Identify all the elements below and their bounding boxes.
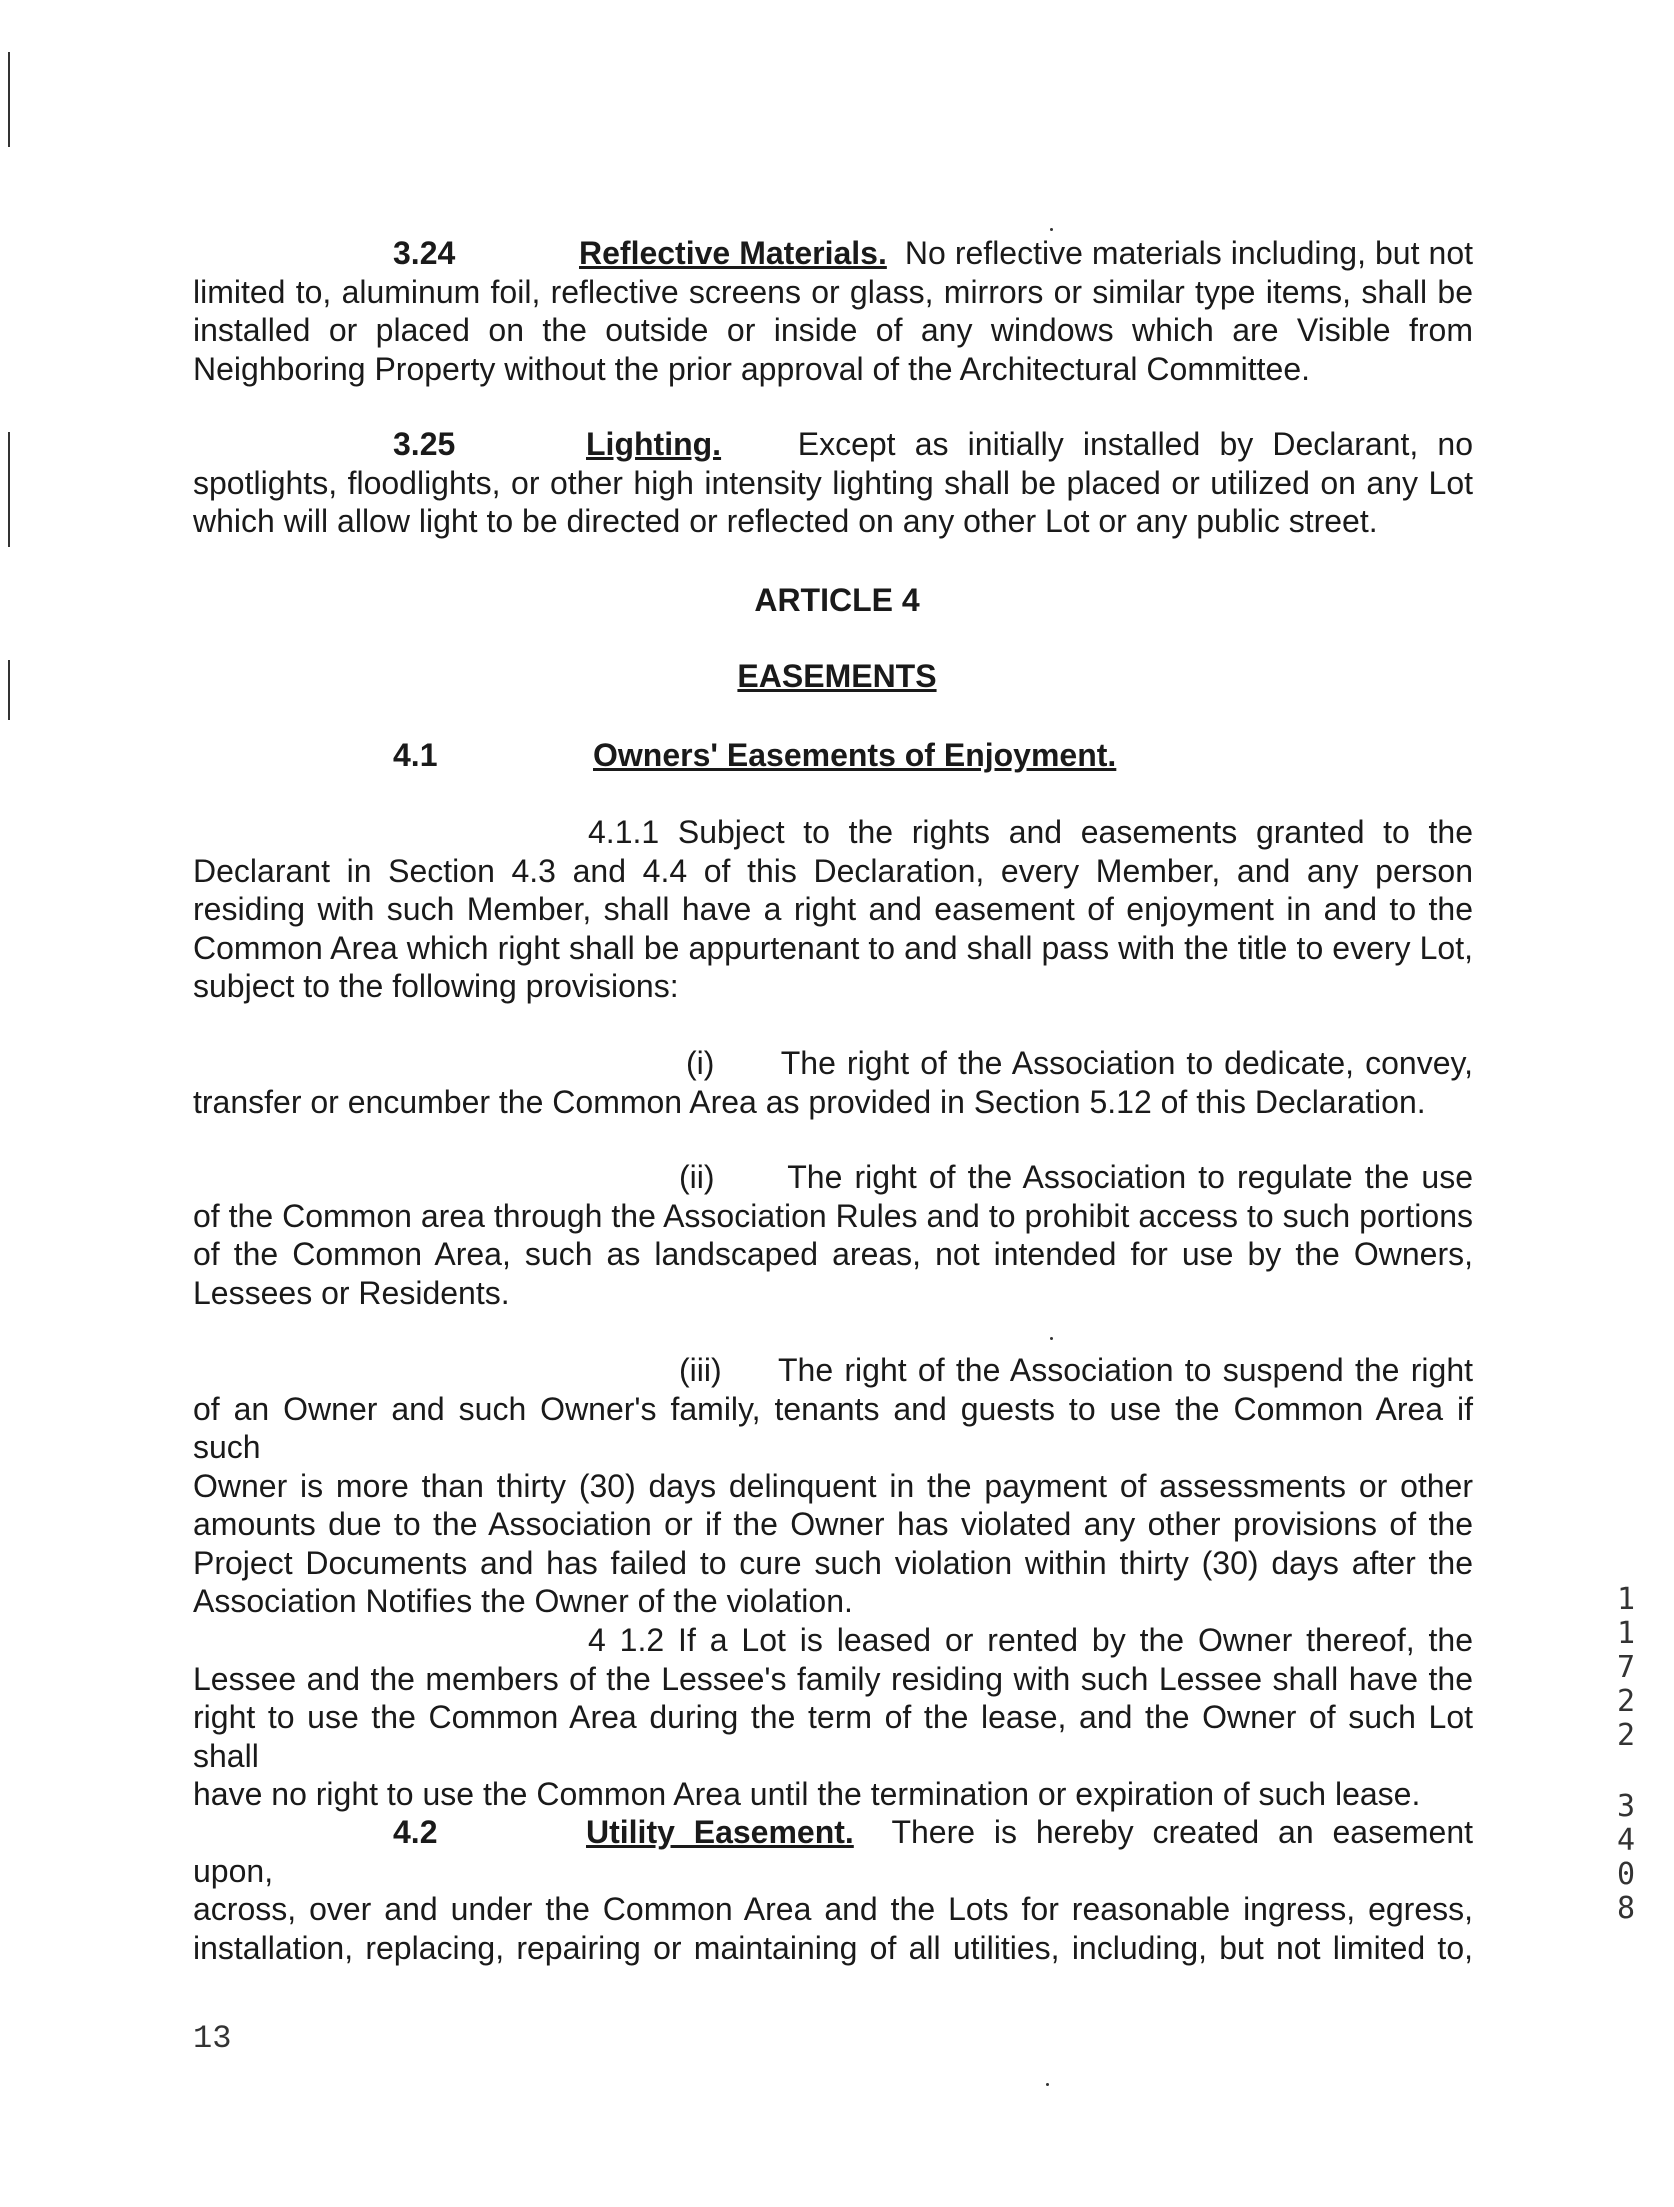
text-line: right to use the Common Area during the term of the lease, and the Owner of such Lot shall — [193, 1699, 1473, 1774]
text-line: have no right to use the Common Area until the termination or expiration of such lease. — [193, 1776, 1421, 1812]
page-number: 13 — [193, 2020, 232, 2057]
text-line: which will allow light to be directed or reflected on any other Lot or any public street. — [193, 503, 1378, 539]
stamp-digit: 2 — [1616, 1684, 1636, 1719]
section-3-24 — [193, 234, 1473, 388]
text-line: (iii) The right of the Association to suspend the right — [679, 1352, 1473, 1388]
section-number: 4.2 — [393, 1814, 438, 1850]
scan-edge-mark — [8, 432, 10, 547]
article-heading: ARTICLE 4 — [754, 582, 920, 618]
scan-edge-mark — [8, 52, 10, 147]
side-stamp-upper — [1606, 1583, 1646, 1753]
section-title: Lighting. — [586, 426, 722, 462]
text-line: installed or placed on the outside or inside of any windows which are Visible from — [193, 312, 1473, 348]
text-line: Project Documents and has failed to cure such violation within thirty (30) days after the — [193, 1544, 1473, 1581]
text-line: (i) The right of the Association to dedicate, convey, — [686, 1045, 1473, 1081]
section-4-1-2 — [193, 1621, 1473, 1814]
article-title-text: EASEMENTS — [737, 658, 937, 694]
scan-speck — [1050, 228, 1053, 231]
text-line: of the Common area through the Association Rules and to prohibit access to such portions — [193, 1197, 1473, 1234]
text-line: (ii) The right of the Association to regulate the use — [679, 1159, 1473, 1195]
stamp-digit: 1 — [1616, 1616, 1636, 1651]
section-number: 4.1 — [393, 737, 438, 773]
text-line: Lessees or Residents. — [193, 1274, 510, 1311]
text-line: 4 1.2 If a Lot is leased or rented by the Owner thereof, the — [588, 1622, 1473, 1658]
text-line: of an Owner and such Owner's family, tenants and guests to use the Common Area if such — [193, 1390, 1473, 1465]
section-title: Owners' Easements of Enjoyment. — [593, 737, 1117, 773]
section-text: No reflective materials including, but not — [904, 235, 1473, 271]
stamp-digit: 4 — [1616, 1823, 1636, 1858]
stamp-digit: 0 — [1616, 1857, 1636, 1892]
stamp-digit: 2 — [1616, 1718, 1636, 1753]
section-title: Reflective Materials. — [579, 235, 887, 271]
stamp-digit: 3 — [1616, 1789, 1636, 1824]
text-line: Lessee and the members of the Lessee's family residing with such Lessee shall have the — [193, 1660, 1473, 1697]
text-line: subject to the following provisions: — [193, 968, 679, 1004]
item-i — [193, 1044, 1473, 1121]
text-line: 4.1.1 Subject to the rights and easements granted to the — [588, 814, 1473, 850]
article-title — [0, 658, 1674, 695]
text-line: amounts due to the Association or if the Owner has violated any other provisions of the — [193, 1506, 1473, 1542]
text-line: Declarant in Section 4.3 and 4.4 of this Declaration, every Member, and any person — [193, 852, 1473, 889]
section-title: Utility Easement. — [586, 1814, 854, 1850]
section-text: Except as initially installed by Declarant, no — [797, 426, 1473, 462]
section-text: There is hereby created an easement upon, — [193, 1814, 1473, 1889]
scan-speck — [1046, 2083, 1049, 2086]
text-line: across, over and under the Common Area and the Lots for reasonable ingress, egress, — [193, 1891, 1473, 1927]
text-line: Owner is more than thirty (30) days delinquent in the payment of assessments or other — [193, 1467, 1473, 1504]
section-4-1 — [193, 736, 1473, 775]
text-line: Association Notifies the Owner of the violation. — [193, 1583, 853, 1619]
stamp-digit: 8 — [1616, 1891, 1636, 1926]
item-ii — [193, 1158, 1473, 1312]
stamp-digit: 1 — [1616, 1582, 1636, 1617]
text-line: residing with such Member, shall have a right and easement of enjoyment in and to the — [193, 891, 1473, 927]
text-line: Neighboring Property without the prior approval of the Architectural Committee. — [193, 350, 1310, 387]
text-line: limited to, aluminum foil, reflective screens or glass, mirrors or similar type items, shall be — [193, 273, 1473, 310]
section-number: 3.24 — [393, 235, 456, 271]
text-line: of the Common Area, such as landscaped areas, not intended for use by the Owners, — [193, 1236, 1473, 1272]
item-iii — [193, 1351, 1473, 1621]
section-3-25 — [193, 425, 1473, 541]
text-line: installation, replacing, repairing or maintaining of all utilities, including, but not limited to, — [193, 1929, 1473, 1966]
scan-speck — [1050, 1337, 1053, 1340]
text-line: transfer or encumber the Common Area as provided in Section 5.12 of this Declaration. — [193, 1083, 1426, 1120]
section-number: 3.25 — [393, 426, 456, 462]
side-stamp-lower — [1606, 1790, 1646, 1926]
stamp-digit: 7 — [1616, 1650, 1636, 1685]
text-line: Common Area which right shall be appurtenant to and shall pass with the title to every Lot, — [193, 929, 1473, 966]
text-line: spotlights, floodlights, or other high intensity lighting shall be placed or utilized on any Lot — [193, 464, 1473, 501]
section-4-2 — [193, 1813, 1473, 1967]
section-4-1-1 — [193, 813, 1473, 1006]
